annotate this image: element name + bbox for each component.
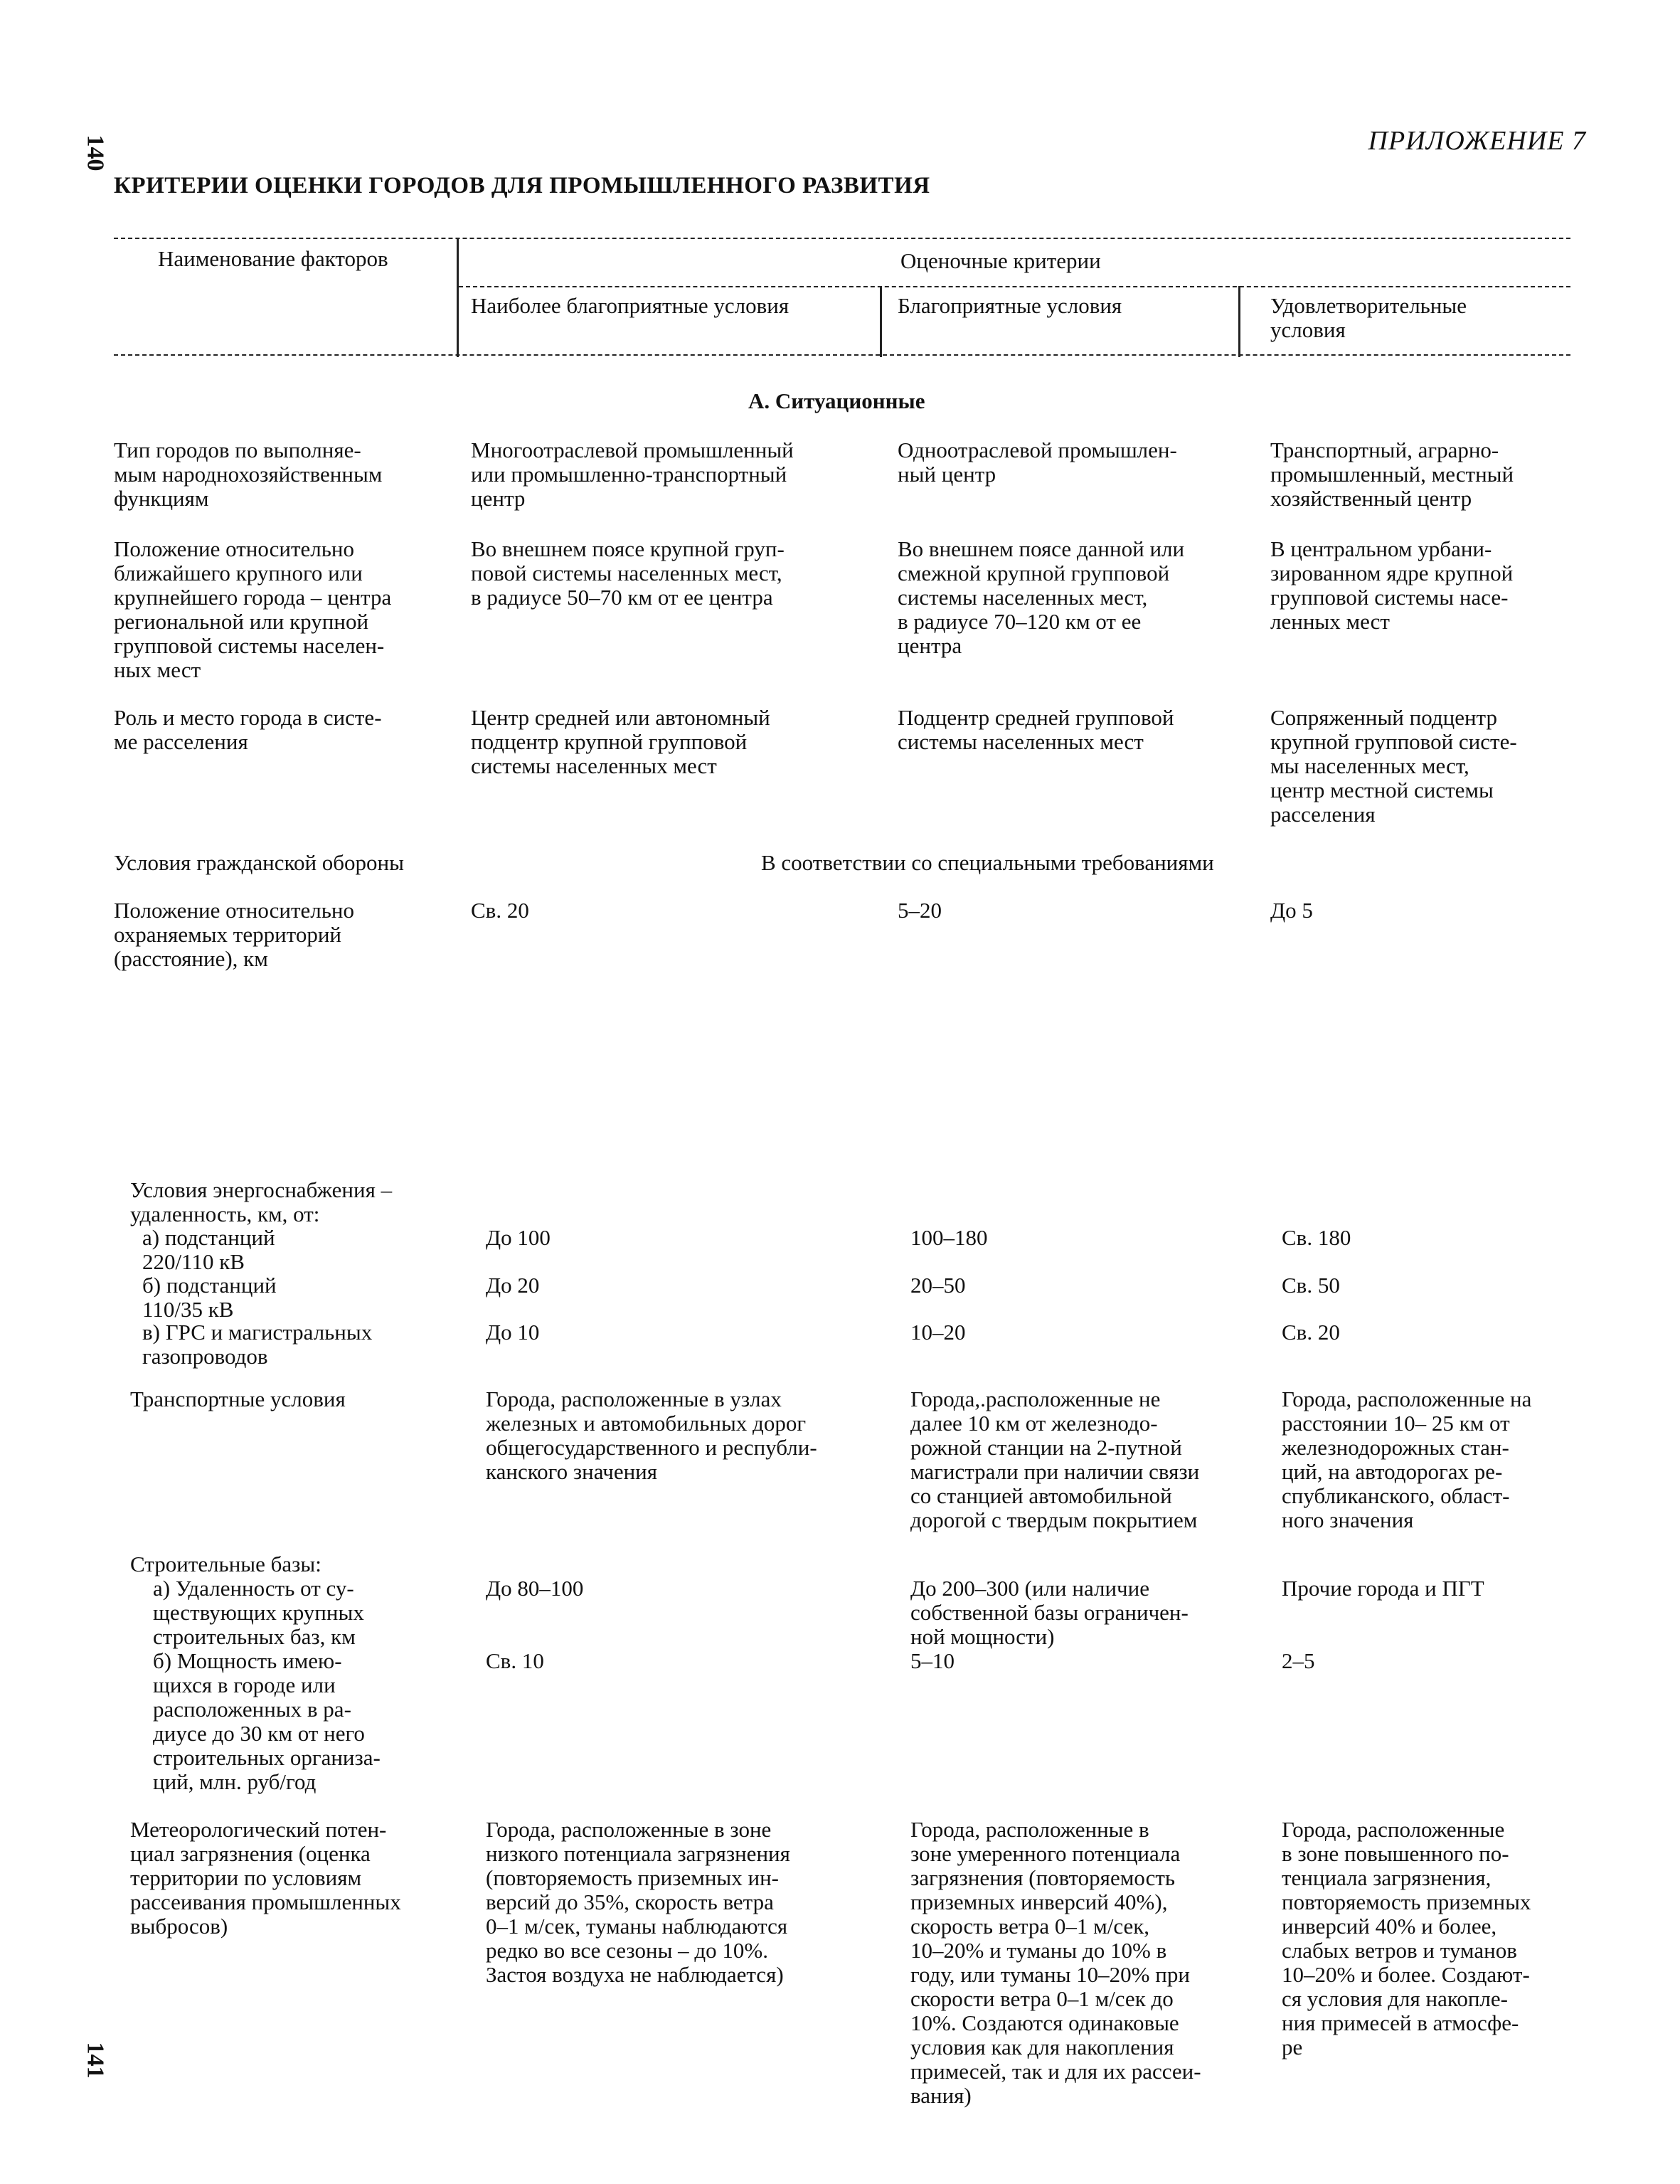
transport-c3: Города, расположенные на расстоянии 10– 25 км от железнодорожных стан- ций, на автодорогах ре- спубликанского, област- ного значения [1282, 1387, 1532, 1532]
row2-c1: Во внешнем поясе крупной груп- повой системы населенных мест, в радиусе 50–70 км от ее центра [471, 536, 785, 610]
row3-factor: Роль и место города в систе- ме расселения [114, 705, 382, 754]
row3-c1: Центр средней или автономный подцентр крупной групповой системы населенных мест [471, 705, 770, 778]
construction-a-c2: До 200–300 (или наличие собственной базы ограничен- ной мощности) [910, 1576, 1189, 1649]
row2-c2: Во внешнем поясе данной или смежной крупной групповой системы населенных мест, в радиусе 70–120 км от ее центра [898, 536, 1185, 658]
row1-c3: Транспортный, аграрно- промышленный, местный хозяйственный центр [1270, 438, 1514, 511]
construction-b-c2: 5–10 [910, 1648, 955, 1673]
row1-c2: Одноотраслевой промышлен- ный центр [898, 438, 1177, 487]
energy-a-c2: 100–180 [910, 1225, 988, 1250]
civil-defense-value: В соответствии со специальными требованиями [761, 850, 1214, 875]
energy-c-c2: 10–20 [910, 1320, 966, 1345]
header-divider-2 [880, 286, 882, 357]
energy-c-c3: Св. 20 [1282, 1320, 1340, 1345]
energy-a-c1: До 100 [486, 1225, 551, 1250]
construction-b-label: б) Мощность имею- щихся в городе или расположенных в ра- диусе до 30 км от него строительных организа- ций, млн. руб/год [153, 1648, 381, 1794]
header-col3: Удовлетворительные условия [1270, 293, 1467, 342]
page-number-top: 140 [82, 134, 109, 171]
section-title: А. Ситуационные [748, 388, 925, 413]
meteo-c3: Города, расположенные в зоне повышенного по- тенциала загрязнения, повторяемость приземных инверсий 40% и более, слабых ветров и туманов 10–20% и более. Создают- ся условия для накопле- ния примесей в атмосфе- ре [1282, 1817, 1531, 2060]
row2-factor: Положение относительно ближайшего крупного или крупнейшего города – центра региональной или крупной групповой системы населен- ных мест [114, 536, 392, 682]
header-divider-3 [1238, 286, 1240, 357]
energy-c-label: в) ГРС и магистральных газопроводов [142, 1320, 373, 1369]
energy-b-label: б) подстанций 110/35 кВ [142, 1273, 277, 1322]
meteo-c2: Города, расположенные в зоне умеренного потенциала загрязнения (повторяемость приземных инверсий 40%), скорость ветра 0–1 м/сек, 10–20% и туманы до 10% в году, или туманы 10–20% при скорости ветра 0–1 м/сек до 10%. Создаются одинаковые условия как для накопления примесей, так и для их рассеи- вания) [910, 1817, 1201, 2108]
header-col2: Благоприятные условия [898, 293, 1122, 318]
header-factors: Наименование факторов [158, 246, 388, 271]
construction-title: Строительные базы: [130, 1552, 321, 1576]
transport-factor: Транспортные условия [130, 1387, 346, 1411]
header-criteria: Оценочные критерии [900, 248, 1101, 273]
transport-c1: Города, расположенные в узлах железных и автомобильных дорог общегосударственного и республи- канского значения [486, 1387, 817, 1484]
header-mid-rule [459, 286, 1570, 287]
construction-a-label: а) Удаленность от су- ществующих крупных строительных баз, км [153, 1576, 364, 1649]
construction-a-c3: Прочие города и ПГТ [1282, 1576, 1484, 1601]
row3-c3: Сопряженный подцентр крупной групповой систе- мы населенных мест, центр местной системы расселения [1270, 705, 1517, 827]
page-number-bottom: 141 [82, 2042, 109, 2079]
header-col1: Наиболее благоприятные условия [471, 293, 790, 318]
protected-c1: Св. 20 [471, 898, 529, 923]
page-title: КРИТЕРИИ ОЦЕНКИ ГОРОДОВ ДЛЯ ПРОМЫШЛЕННОГО РАЗВИТИЯ [114, 173, 930, 198]
energy-a-label: а) подстанций 220/110 кВ [142, 1225, 275, 1274]
row1-c1: Многоотраслевой промышленный или промышленно-транспортный центр [471, 438, 794, 511]
construction-b-c3: 2–5 [1282, 1648, 1315, 1673]
energy-c-c1: До 10 [486, 1320, 540, 1345]
energy-b-c3: Св. 50 [1282, 1273, 1340, 1298]
energy-a-c3: Св. 180 [1282, 1225, 1351, 1250]
civil-defense-factor: Условия гражданской обороны [114, 850, 404, 875]
transport-c2: Города,.расположенные не далее 10 км от железнодо- рожной станции на 2-путной магистрали при наличии связи со станцией автомобильной дорогой с твердым покрытием [910, 1387, 1200, 1532]
energy-b-c1: До 20 [486, 1273, 540, 1298]
header-top-rule [114, 238, 1570, 239]
header-bottom-rule [114, 354, 1570, 356]
meteo-factor: Метеорологический потен- циал загрязнения (оценка территории по условиям рассеивания промышленных выбросов) [130, 1817, 401, 1939]
meteo-c1: Города, расположенные в зоне низкого потенциала загрязнения (повторяемость приземных ин- версий до 35%, скорость ветра 0–1 м/сек, туманы наблюдаются редко во все сезоны – до 10%. Застоя воздуха не наблюдается) [486, 1817, 790, 1987]
row3-c2: Подцентр средней групповой системы населенных мест [898, 705, 1174, 754]
row1-factor: Тип городов по выполняе- мым народнохозяйственным функциям [114, 438, 383, 511]
row2-c3: В центральном урбани- зированном ядре крупной групповой системы насе- ленных мест [1270, 536, 1514, 634]
header-divider-1 [457, 238, 459, 357]
energy-b-c2: 20–50 [910, 1273, 966, 1298]
construction-b-c1: Св. 10 [486, 1648, 544, 1673]
energy-title: Условия энергоснабжения – удаленность, км, от: [130, 1177, 393, 1226]
construction-a-c1: До 80–100 [486, 1576, 584, 1601]
protected-factor: Положение относительно охраняемых территорий (расстояние), км [114, 898, 354, 971]
protected-c3: До 5 [1270, 898, 1313, 923]
protected-c2: 5–20 [898, 898, 942, 923]
appendix-label: ПРИЛОЖЕНИЕ 7 [1368, 126, 1586, 156]
